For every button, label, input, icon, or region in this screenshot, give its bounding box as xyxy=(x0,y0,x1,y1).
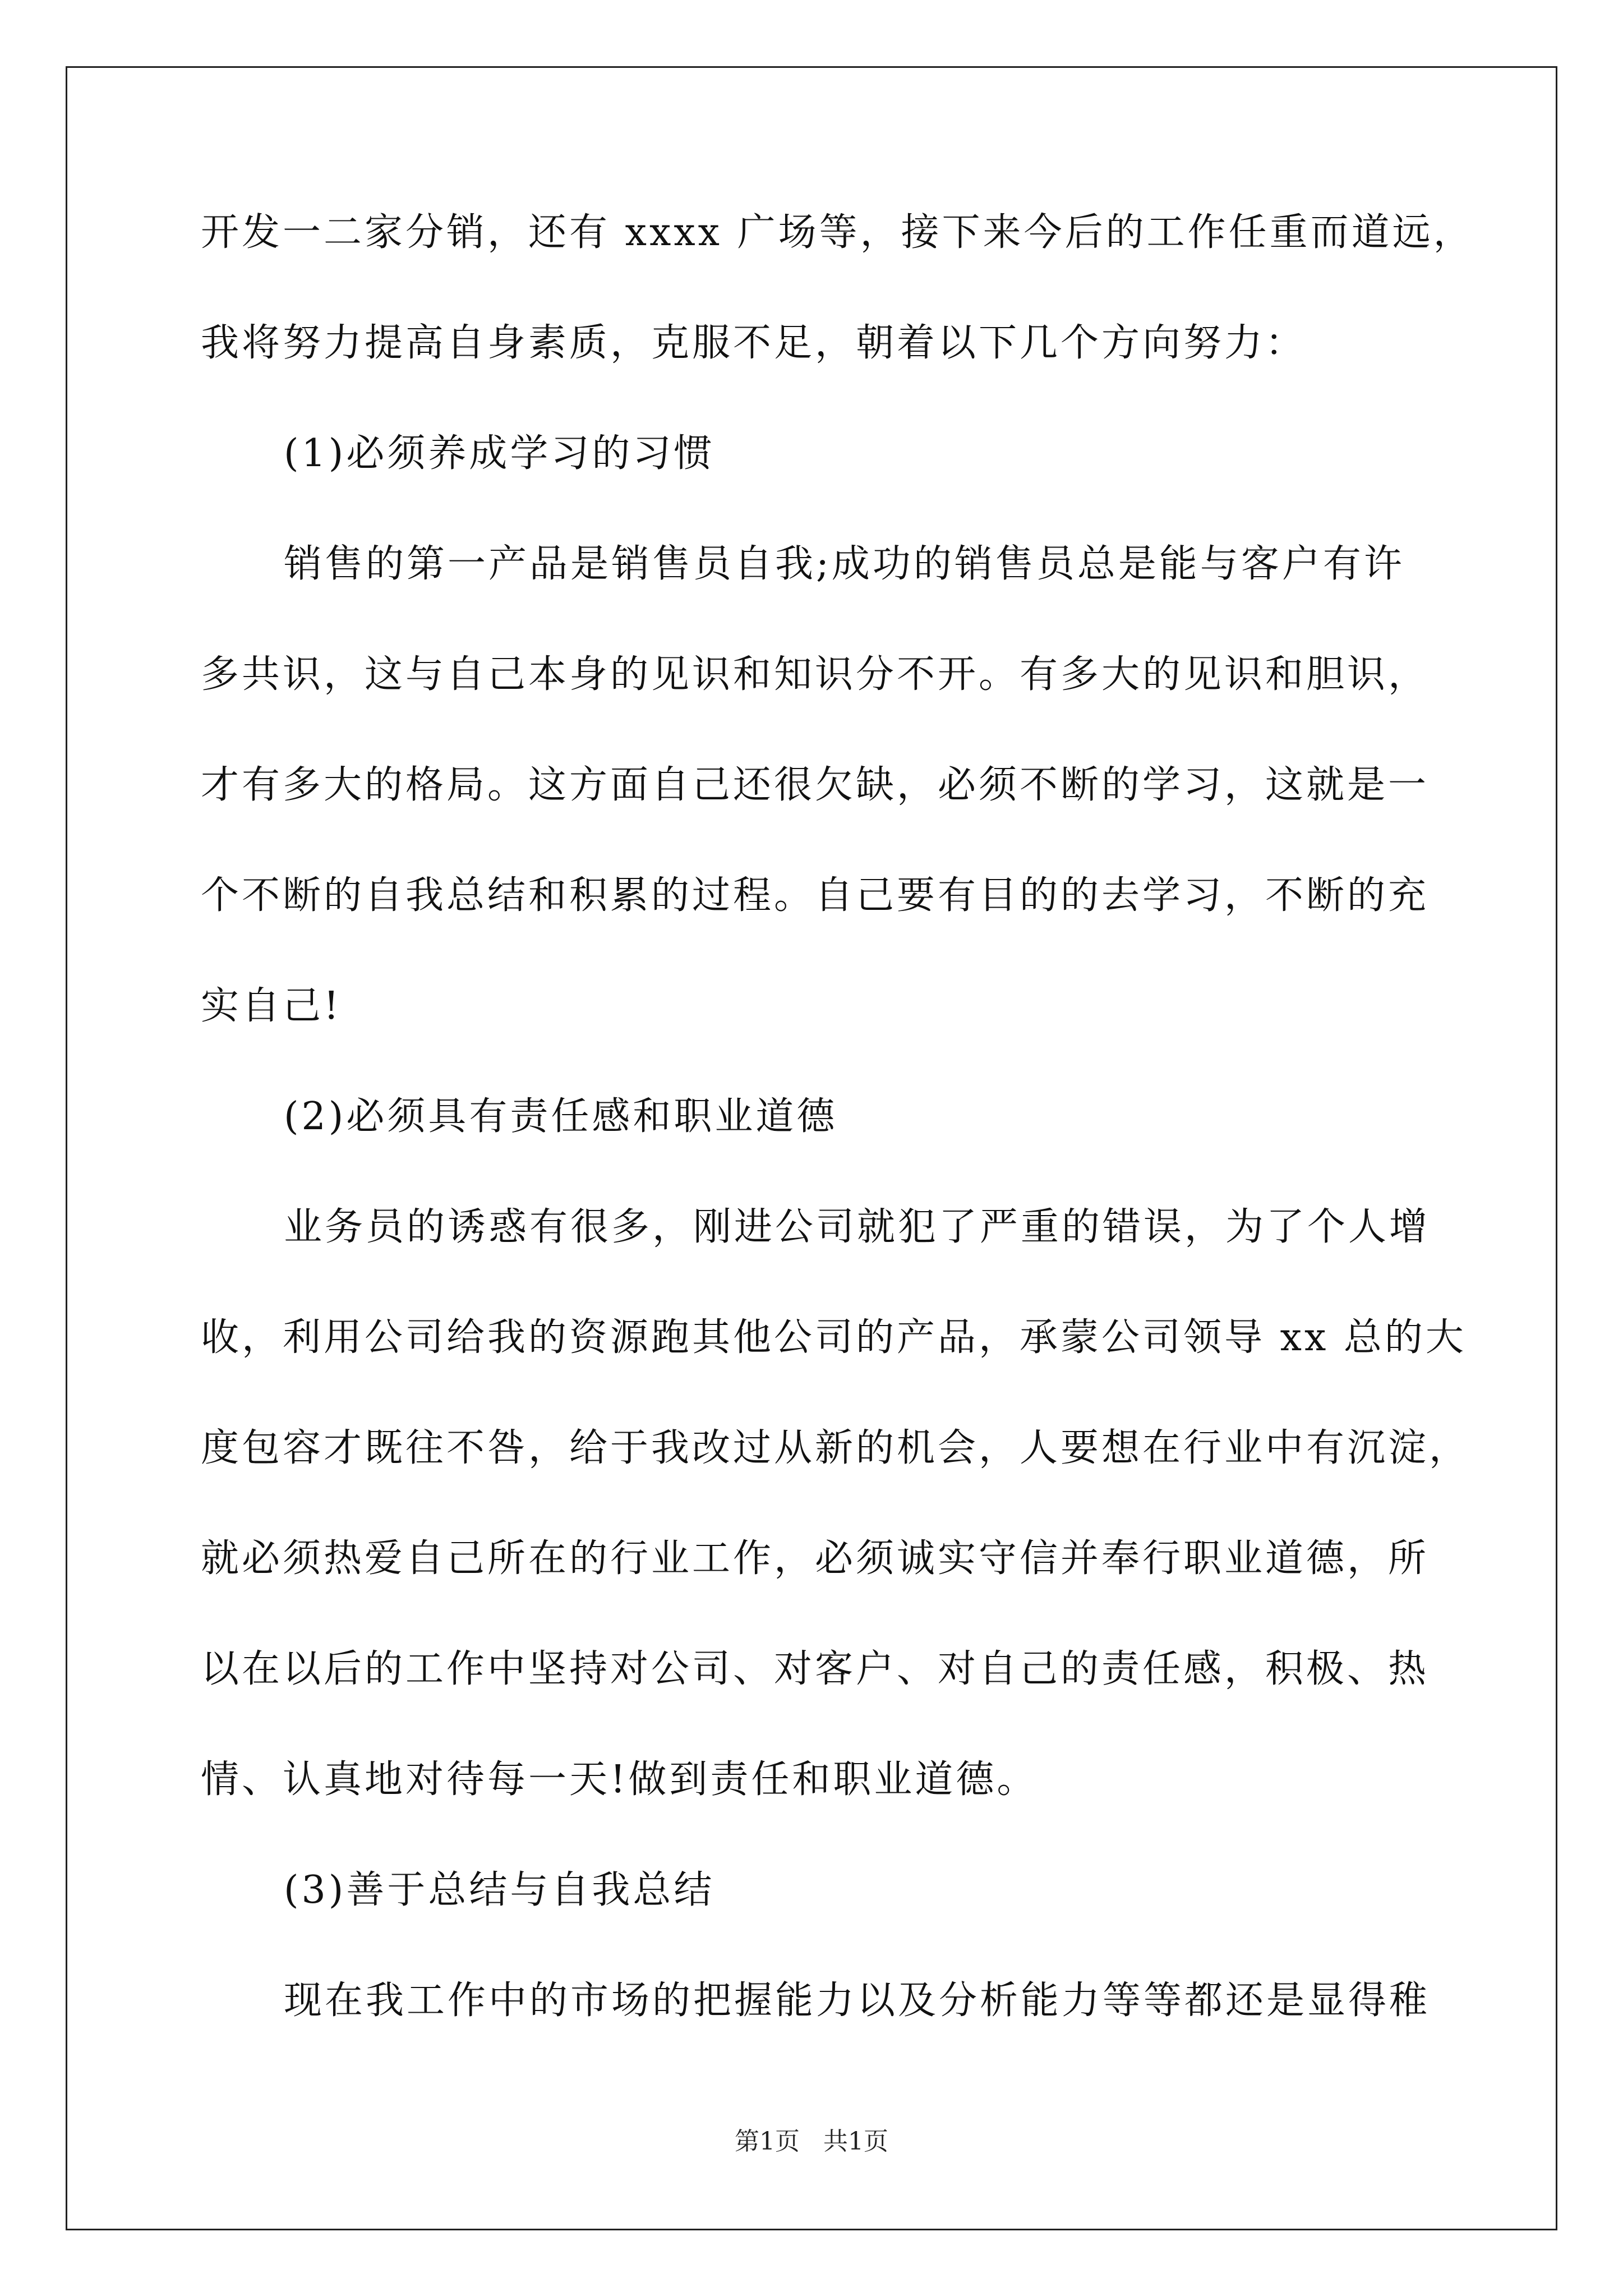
text-line: 开发一二家分销，还有 xxxx 广场等，接下来今后的工作任重而道远， xyxy=(201,210,1474,255)
section-heading: (3)善于总结与自我总结 xyxy=(284,1868,715,1912)
text-line: 情、认真地对待每一天!做到责任和职业道德。 xyxy=(201,1757,1038,1802)
text-line: 业务员的诱惑有很多，刚进公司就犯了严重的错误，为了个人增 xyxy=(284,1205,1431,1249)
text-line: 销售的第一产品是销售员自我;成功的销售员总是能与客户有许 xyxy=(284,542,1405,586)
text-line: 度包容才既往不咎，给于我改过从新的机会，人要想在行业中有沉淀， xyxy=(201,1426,1470,1470)
text-line: 个不断的自我总结和积累的过程。自己要有目的的去学习，不断的充 xyxy=(201,873,1430,918)
text-line: 才有多大的格局。这方面自己还很欠缺，必须不断的学习，这就是一 xyxy=(201,763,1430,807)
text-line: 多共识，这与自己本身的见识和知识分不开。有多大的见识和胆识， xyxy=(201,652,1430,697)
section-heading: (1)必须养成学习的习惯 xyxy=(284,431,715,476)
text-line: 以在以后的工作中坚持对公司、对客户、对自己的责任感，积极、热 xyxy=(201,1647,1430,1691)
text-line: 实自己! xyxy=(201,984,342,1028)
text-line: 我将努力提高自身素质，克服不足，朝着以下几个方向努力： xyxy=(201,321,1307,365)
section-heading: (2)必须具有责任感和职业道德 xyxy=(284,1094,838,1139)
text-line: 收，利用公司给我的资源跑其他公司的产品，承蒙公司领导 xx 总的大 xyxy=(201,1315,1467,1360)
text-line: 现在我工作中的市场的把握能力以及分析能力等等都还是显得稚 xyxy=(284,1978,1431,2023)
text-line: 就必须热爱自己所在的行业工作，必须诚实守信并奉行职业道德，所 xyxy=(201,1536,1430,1581)
page-footer: 第1页 共1页 xyxy=(735,2127,888,2156)
